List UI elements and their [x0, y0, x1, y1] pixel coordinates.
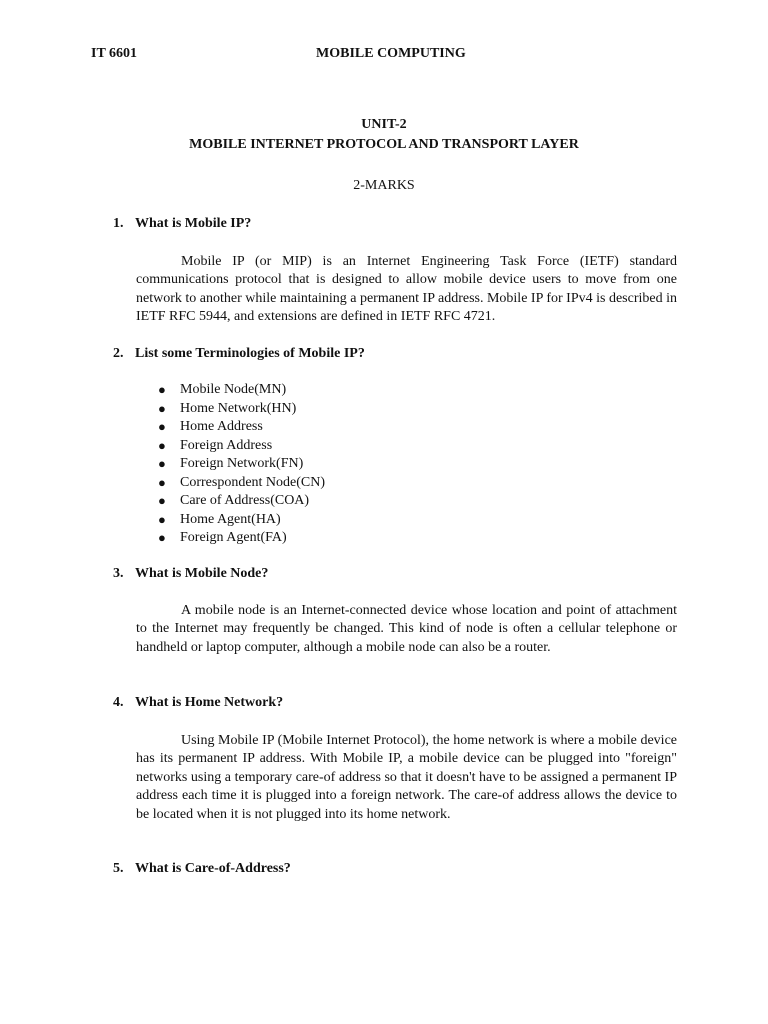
bullet-icon: ●	[158, 419, 166, 434]
bullet-icon: ●	[158, 474, 166, 490]
question-4	[113, 695, 283, 711]
answer-1: Mobile IP (or MIP) is an Internet Engineering Task Force (IETF) standard communications protocol that is designed to allow mobile device users to move from one network to another while maintaining a permanent IP address. Mobile IP for IPv4 is described in IETF RFC 5944, and extensions are defined in IETF RFC 4721.	[136, 254, 677, 325]
question-number: 2.	[113, 346, 124, 361]
question-2	[113, 346, 365, 362]
course-code: IT 6601	[91, 46, 138, 61]
bullet-icon: ●	[158, 382, 166, 397]
bullet-icon: ●	[158, 400, 166, 416]
unit-title: MOBILE INTERNET PROTOCOL AND TRANSPORT LAYER	[189, 137, 579, 152]
question-text: What is Care-of-Address?	[135, 861, 291, 876]
question-number: 5.	[113, 861, 124, 876]
list-item: ● Home Agent(HA)	[158, 511, 325, 530]
question-number: 4.	[113, 695, 124, 710]
question-1	[113, 216, 251, 232]
question-text: What is Mobile IP?	[135, 216, 252, 231]
terminology-list	[158, 381, 325, 548]
bullet-icon: ●	[158, 530, 166, 545]
question-number: 1.	[113, 216, 124, 231]
list-item: ● Foreign Network(FN)	[158, 455, 325, 474]
question-5	[113, 861, 291, 877]
question-3	[113, 566, 268, 582]
course-title: MOBILE COMPUTING	[316, 46, 466, 61]
bullet-icon: ●	[158, 437, 166, 453]
bullet-icon: ●	[158, 511, 166, 527]
marks-label: 2-MARKS	[353, 178, 415, 193]
list-item: ● Home Address	[158, 418, 325, 437]
question-text: List some Terminologies of Mobile IP?	[135, 346, 365, 361]
list-item: ● Mobile Node(MN)	[158, 381, 325, 400]
question-text: What is Home Network?	[135, 695, 284, 710]
question-text: What is Mobile Node?	[135, 566, 269, 581]
question-number: 3.	[113, 566, 124, 581]
list-item: ● Foreign Address	[158, 437, 325, 456]
list-item: ● Home Network(HN)	[158, 400, 325, 419]
list-item: ● Correspondent Node(CN)	[158, 474, 325, 493]
unit-label: UNIT-2	[361, 117, 407, 132]
list-item: ● Foreign Agent(FA)	[158, 529, 325, 548]
answer-4: Using Mobile IP (Mobile Internet Protocol), the home network is where a mobile device has its permanent IP address. With Mobile IP, a mobile device can be plugged into "foreign" networks using a temporary care-of address so that it doesn't have to be assigned a permanent IP address each time it is plugged into a foreign network. The care-of address allows the device to be located when it is not plugged into its home network.	[136, 733, 677, 822]
list-item: ● Care of Address(COA)	[158, 492, 325, 511]
bullet-icon: ●	[158, 493, 166, 508]
bullet-icon: ●	[158, 456, 166, 471]
answer-3: A mobile node is an Internet-connected device whose location and point of attachment to the Internet may frequently be changed. This kind of node is often a cellular telephone or handheld or laptop computer, although a mobile node can also be a router.	[136, 603, 677, 655]
